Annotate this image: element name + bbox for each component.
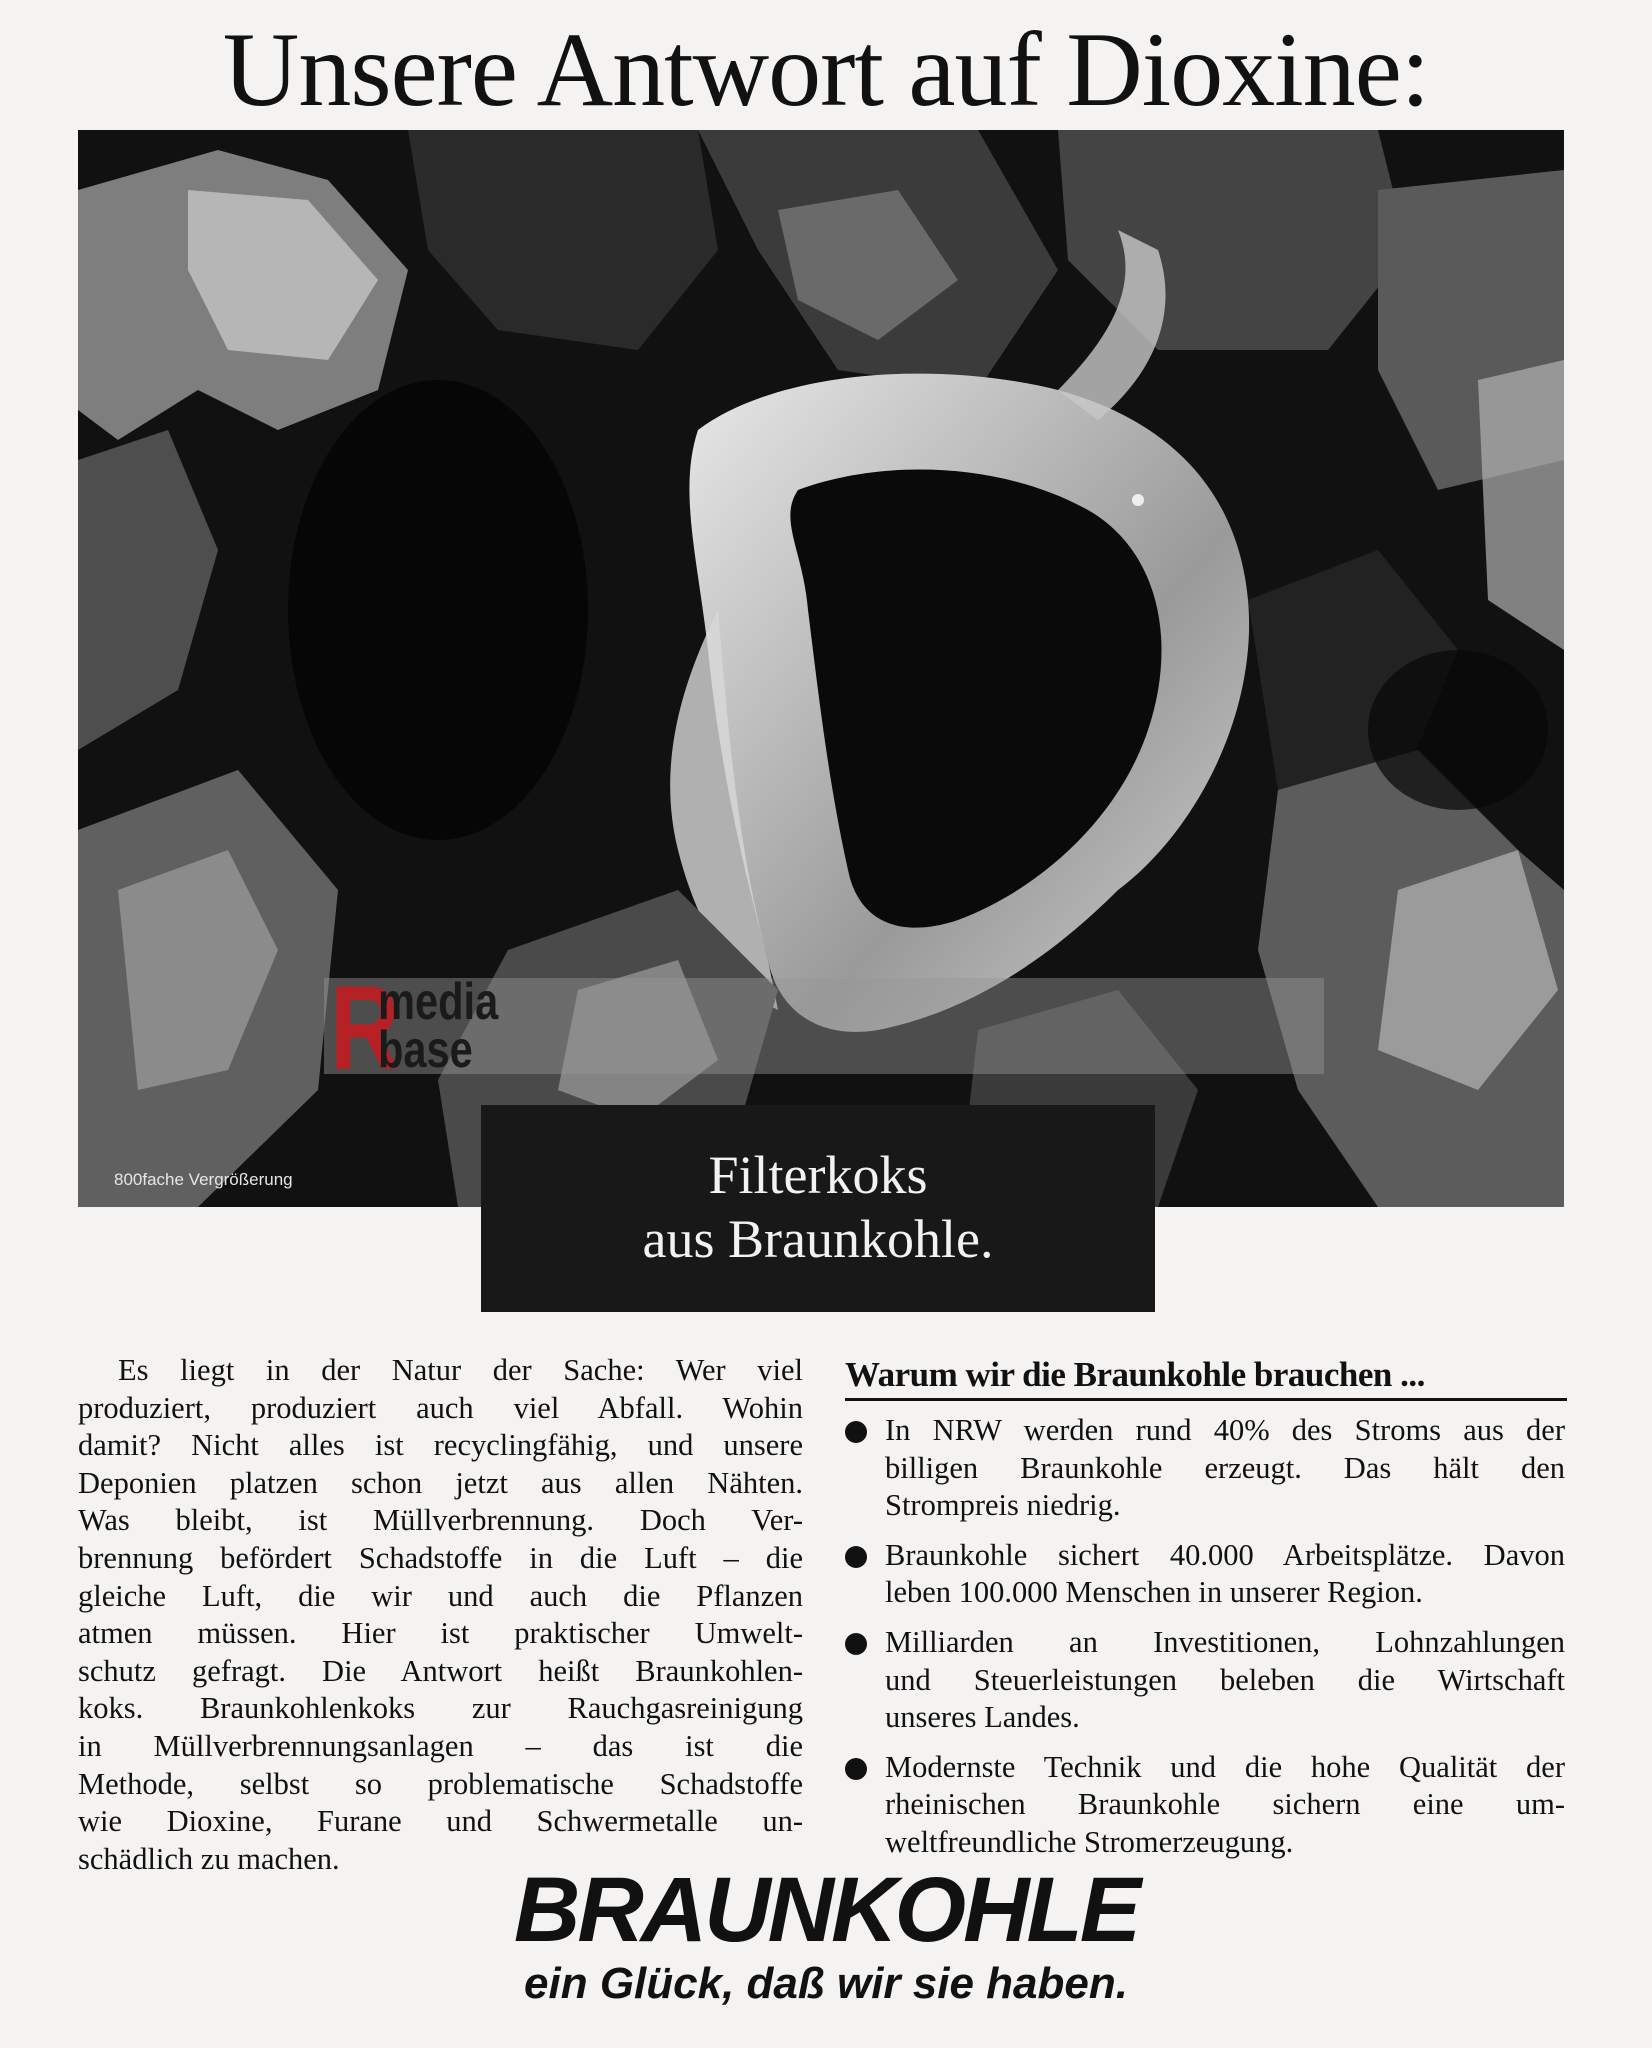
bullet-list bbox=[845, 1412, 1565, 1874]
photo-label-line: aus Braunkohle. bbox=[642, 1209, 994, 1269]
bullet-line: Braunkohle sichert 40.000 Arbeitsplätze. Davon bbox=[885, 1537, 1565, 1572]
page-headline: Unsere Antwort auf Dioxine: bbox=[222, 11, 1430, 128]
watermark-line: base bbox=[378, 1021, 473, 1079]
bullet-line: rheinischen Braunkohle sichern eine um- bbox=[885, 1787, 1565, 1822]
body-line: schädlich zu machen. bbox=[78, 1841, 340, 1876]
bullet-item bbox=[845, 1412, 1565, 1525]
bullet-item bbox=[845, 1624, 1565, 1737]
bullet-dot-icon bbox=[845, 1421, 867, 1443]
body-line: brennung befördert Schadstoffe in die Luft – die bbox=[78, 1540, 803, 1575]
bullet-dot-icon bbox=[845, 1546, 867, 1568]
bullet-line: unseres Landes. bbox=[885, 1700, 1080, 1735]
body-line: atmen müssen. Hier ist praktischer Umwelt- bbox=[78, 1616, 803, 1651]
photo-label-box bbox=[481, 1105, 1155, 1312]
title-underline bbox=[845, 1398, 1567, 1401]
body-line: Methode, selbst so problematische Schadstoffe bbox=[78, 1766, 803, 1801]
bullet-line: Modernste Technik und die hohe Qualität der bbox=[885, 1749, 1565, 1784]
bullet-line: billigen Braunkohle erzeugt. Das hält den bbox=[885, 1450, 1565, 1485]
body-text-left bbox=[78, 1352, 803, 1878]
body-line: Deponien platzen schon jetzt aus allen Nähten. bbox=[78, 1465, 803, 1500]
bullet-line: Strompreis niedrig. bbox=[885, 1488, 1121, 1523]
magnification-caption: 800fache Vergrößerung bbox=[114, 1170, 293, 1189]
bullet-line: In NRW werden rund 40% des Stroms aus der bbox=[885, 1413, 1565, 1447]
body-line: produziert, produziert auch viel Abfall. Wohin bbox=[78, 1390, 803, 1425]
bullet-item bbox=[845, 1537, 1565, 1612]
body-line: wie Dioxine, Furane und Schwermetalle un- bbox=[78, 1804, 803, 1839]
brand-name: BRAUNKOHLE bbox=[513, 1859, 1139, 1961]
bullet-line: Milliarden an Investitionen, Lohnzahlungen bbox=[885, 1624, 1565, 1659]
watermark-logo-text bbox=[378, 973, 499, 1079]
photo-label-line: Filterkoks bbox=[708, 1145, 928, 1205]
bullet-item bbox=[845, 1749, 1565, 1862]
right-column-title: Warum wir die Braunkohle brauchen ... bbox=[845, 1355, 1425, 1394]
body-line: Was bleibt, ist Müllverbrennung. Doch Ver- bbox=[78, 1503, 803, 1538]
bullet-dot-icon bbox=[845, 1758, 867, 1780]
body-line: schutz gefragt. Die Antwort heißt Braunkohlen- bbox=[78, 1653, 803, 1688]
watermark-logo-letter: R bbox=[330, 961, 400, 1095]
watermark-line: media bbox=[378, 973, 499, 1031]
body-line: damit? Nicht alles ist recyclingfähig, und unsere bbox=[78, 1428, 803, 1463]
body-line: in Müllverbrennungsanlagen – das ist die bbox=[78, 1728, 803, 1763]
bullet-line: und Steuerleistungen beleben die Wirtschaft bbox=[885, 1662, 1565, 1697]
bullet-dot-icon bbox=[845, 1633, 867, 1655]
bullet-line: leben 100.000 Menschen in unserer Region. bbox=[885, 1575, 1423, 1610]
body-line: koks. Braunkohlenkoks zur Rauchgasreinigung bbox=[78, 1691, 803, 1726]
bullet-line: weltfreundliche Stromerzeugung. bbox=[885, 1824, 1294, 1859]
body-line: gleiche Luft, die wir und auch die Pflanzen bbox=[78, 1578, 803, 1613]
body-line: Es liegt in der Natur der Sache: Wer viel bbox=[118, 1353, 803, 1387]
brand-slogan: ein Glück, daß wir sie haben. bbox=[524, 1959, 1128, 2008]
